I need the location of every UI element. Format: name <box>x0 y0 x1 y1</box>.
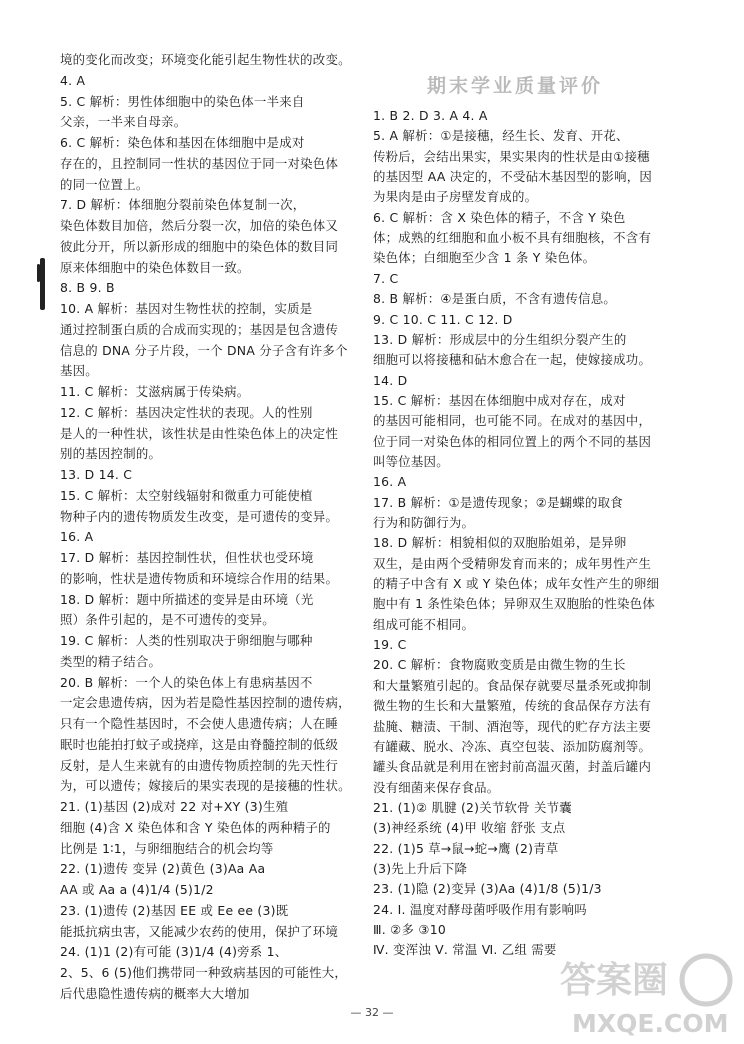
text-line: 叫等位基因。 <box>373 454 449 469</box>
text-line: 染色体数目加倍，然后分裂一次，加倍的染色体又 <box>60 218 339 233</box>
text-line: 彼此分开，所以新形成的细胞中的染色体的数目同 <box>60 239 339 254</box>
text-line: 盐腌、糖渍、干制、酒泡等，现代的贮存方法主要 <box>373 719 652 734</box>
scan-mark-2 <box>37 264 40 282</box>
text-line: 组成可能不相同。 <box>373 617 475 632</box>
watermark-line1: 答案圈 <box>560 960 669 1001</box>
watermark-line2: MXQE.COM <box>572 1009 729 1038</box>
text-line: 境的变化而改变；环境变化能引起生物性状的改变。 <box>60 52 351 67</box>
text-line: 15. C 解析：太空射线辐射和微重力可能使植 <box>60 488 313 503</box>
section-title: 期末学业质量评价 <box>426 75 603 97</box>
text-line: 通过控制蛋白质的合成而实现的；基因是包含遗传 <box>60 322 339 337</box>
text-line: 15. C 解析：基因在体细胞中成对存在，成对 <box>373 393 626 408</box>
page-number: — 32 — <box>350 1006 394 1019</box>
text-line: 和大量繁殖引起的。食品保存就要尽量杀死或抑制 <box>373 678 652 693</box>
text-line: 8. B 解析：④是蛋白质，不含有遗传信息。 <box>373 291 617 306</box>
text-line: (3)神经系统 (4)甲 收缩 舒张 支点 <box>373 820 566 835</box>
text-line: 罐头食品就是利用在密封前高温灭菌，封盖后罐内 <box>373 759 652 774</box>
text-line: 的基因型 AA 决定的，不受砧木基因型的影响，因 <box>373 169 652 184</box>
text-line: 16. A <box>373 474 407 489</box>
text-line: 双生，是由两个受精卵发育而来的；成年男性产生 <box>373 556 652 571</box>
text-line: 传粉后，会结出果实，果实果肉的性状是由①接穗 <box>373 149 650 164</box>
text-line: 5. C 解析：男性体细胞中的染色体一半来自 <box>60 94 305 109</box>
text-line: 物种子内的遗传物质发生改变，是可遗传的变异。 <box>60 509 339 524</box>
text-line: 19. C <box>373 637 407 652</box>
text-line: 20. C 解析：食物腐败变质是由微生物的生长 <box>373 657 626 672</box>
text-line: 行为和防御行为。 <box>373 515 475 530</box>
text-line: 反射，是人生来就有的由遗传物质控制的先天性行 <box>60 758 339 773</box>
text-line: 类型的精子结合。 <box>60 654 162 669</box>
text-line: 18. D 解析：题中所描述的变异是由环境（光 <box>60 592 314 607</box>
text-line: (3)先上升后下降 <box>373 861 468 876</box>
text-line: 能抵抗病虫害，又能减少农药的使用，保护了环境 <box>60 924 339 939</box>
watermark-logo <box>556 946 736 1040</box>
text-line: 胞中有 1 条性染色体；异卵双生双胞胎的性染色体 <box>373 596 655 611</box>
text-line: 别的基因控制的。 <box>60 446 162 461</box>
text-line: 13. D 14. C <box>60 467 133 482</box>
text-line: 染色体；白细胞至少含 1 条 Y 染色体。 <box>373 250 596 265</box>
text-line: AA 或 Aa a (4)1/4 (5)1/2 <box>60 882 214 897</box>
text-line: 微生物的生长和大量繁殖，传统的食品保存方法有 <box>373 698 652 713</box>
text-line: 21. (1)基因 (2)成对 22 对+XY (3)生殖 <box>60 799 289 814</box>
text-line: 体；成熟的红细胞和血小板不具有细胞核，不含有 <box>373 230 652 245</box>
text-line: 14. D <box>373 373 408 388</box>
text-line: 16. A <box>60 529 94 544</box>
text-line: 23. (1)隐 (2)变异 (3)Aa (4)1/8 (5)1/3 <box>373 881 602 896</box>
text-line: 的同一位置上。 <box>60 177 149 192</box>
scan-mark-1 <box>40 258 45 310</box>
text-line: 4. A <box>60 73 86 88</box>
text-line: 7. C <box>373 271 399 286</box>
text-line: 24. Ⅰ. 温度对酵母菌呼吸作用有影响吗 <box>373 902 587 917</box>
text-line: 只有一个隐性基因时，不会使人患遗传病；人在睡 <box>60 716 339 731</box>
text-line: 原来体细胞中的染色体数目一致。 <box>60 260 250 275</box>
text-line: 22. (1)遗传 变异 (2)黄色 (3)Aa Aa <box>60 861 266 876</box>
text-line: 24. (1)1 (2)有可能 (3)1/4 (4)旁系 1、 <box>60 944 288 959</box>
text-line: 23. (1)遗传 (2)基因 EE 或 Ee ee (3)既 <box>60 903 289 918</box>
text-line: 7. D 解析：体细胞分裂前染色体复制一次， <box>60 197 306 212</box>
text-line: 21. (1)② 肌腱 (2)关节软骨 关节囊 <box>373 800 572 815</box>
text-line: 9. C 10. C 11. C 12. D <box>373 312 513 327</box>
text-line: 细胞 (4)含 X 染色体和含 Y 染色体的两种精子的 <box>60 820 331 835</box>
text-line: 20. B 解析：一个人的染色体上有患病基因不 <box>60 675 313 690</box>
text-line: 12. C 解析：基因决定性状的表现。人的性别 <box>60 405 313 420</box>
text-line: 后代患隐性遗传病的概率大大增加 <box>60 986 250 1001</box>
text-line: 1. B 2. D 3. A 4. A <box>373 108 488 123</box>
text-line: 眠时也能拍打蚊子或挠痒，这是由脊髓控制的低级 <box>60 737 339 752</box>
text-line: 6. C 解析：含 X 染色体的精子，不含 Y 染色 <box>373 210 626 225</box>
text-line: 8. B 9. B <box>60 280 115 295</box>
text-line: 位于同一对染色体的相同位置上的两个不同的基因 <box>373 434 652 449</box>
text-line: 存在的，且控制同一性状的基因位于同一对染色体 <box>60 156 339 171</box>
text-line: 细胞可以将接穗和砧木愈合在一起，使嫁接成功。 <box>373 352 652 367</box>
text-line: 为，可以遗传；嫁接后的果实表现的是接穗的性状。 <box>60 778 351 793</box>
text-line: 13. D 解析：形成层中的分生组织分裂产生的 <box>373 332 627 347</box>
watermark-graphic <box>556 946 736 1040</box>
text-line: 22. (1)5 草→鼠→蛇→鹰 (2)青草 <box>373 841 559 856</box>
text-line: 有罐藏、脱水、冷冻、真空包装、添加防腐剂等。 <box>373 739 652 754</box>
text-line: 信息的 DNA 分子片段，一个 DNA 分子含有许多个 <box>60 343 348 358</box>
text-line: 照）条件引起的，是不可遗传的变异。 <box>60 612 275 627</box>
text-line: 没有细菌来保存食品。 <box>373 780 500 795</box>
text-line: 父亲，一半来自母亲。 <box>60 114 187 129</box>
text-line: 17. B 解析：①是遗传现象；②是蝴蝶的取食 <box>373 495 623 510</box>
text-line: 比例是 1∶1，与卵细胞结合的机会均等 <box>60 841 274 856</box>
text-line: 为果肉是由子房壁发育成的。 <box>373 189 538 204</box>
text-line: Ⅲ. ②多 ③10 <box>373 922 446 937</box>
text-line: 是人的一种性状，该性状是由性染色体上的决定性 <box>60 426 339 441</box>
text-line: Ⅳ. 变浑浊 Ⅴ. 常温 Ⅵ. 乙组 需要 <box>373 942 557 957</box>
text-line: 的影响，性状是遗传物质和环境综合作用的结果。 <box>60 571 339 586</box>
text-line: 2、5、6 (5)他们携带同一种致病基因的可能性大， <box>60 965 348 980</box>
text-line: 一定会患遗传病，因为若是隐性基因控制的遗传病， <box>60 695 351 710</box>
text-line: 的精子中含有 X 或 Y 染色体；成年女性产生的卵细 <box>373 576 660 591</box>
text-line: 18. D 解析：相貌相似的双胞胎姐弟，是异卵 <box>373 535 627 550</box>
text-line: 6. C 解析：染色体和基因在体细胞中是成对 <box>60 135 305 150</box>
text-line: 基因。 <box>60 363 98 378</box>
text-line: 的基因可能相同，也可能不同。在成对的基因中， <box>373 413 652 428</box>
text-line: 5. A 解析：①是接穗，经生长、发育、开花、 <box>373 128 629 143</box>
text-line: 17. D 解析：基因控制性状，但性状也受环境 <box>60 550 314 565</box>
text-line: 10. A 解析：基因对生物性状的控制，实质是 <box>60 301 313 316</box>
text-line: 19. C 解析：人类的性别取决于卵细胞与哪种 <box>60 633 313 648</box>
text-line: 11. C 解析：艾滋病属于传染病。 <box>60 384 250 399</box>
